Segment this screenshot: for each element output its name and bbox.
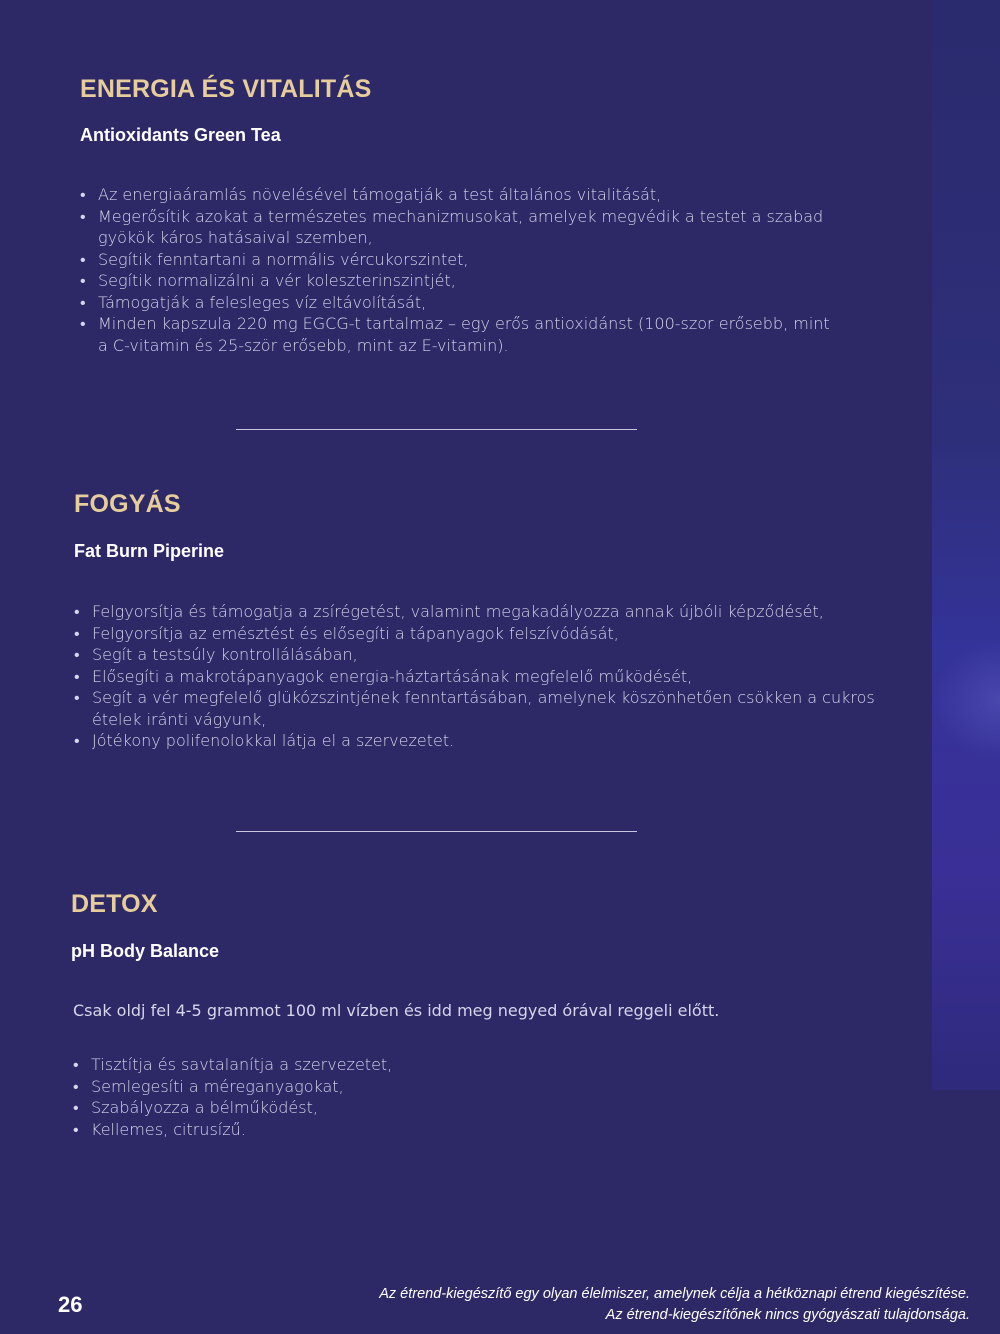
product-name: Antioxidants Green Tea [80, 125, 281, 145]
section-divider [236, 429, 637, 430]
section-divider [236, 831, 637, 832]
list-item: • Szabályozza a bélműködést, [73, 1097, 911, 1119]
usage-instructions: Csak oldj fel 4-5 grammot 100 ml vízben és idd meg negyed órával reggeli előtt. [73, 1001, 720, 1020]
benefit-list [71, 1054, 911, 1140]
page-number: 26 [58, 1292, 83, 1317]
product-name: Fat Burn Piperine [74, 541, 225, 561]
disclaimer-line: Az étrend-kiegészítőnek nincs gyógyászati tulajdonsága. [605, 1307, 970, 1323]
list-item: • Felgyorsítja és támogatja a zsírégetést, valamint megakadályozza annak újbóli képződését, [74, 601, 914, 623]
list-item: • Megerősítik azokat a természetes mechanizmusokat, amelyek megvédik a testet a szabad gyökök káros hatásaival szemben, [80, 206, 840, 249]
section-heading: DETOX [71, 890, 158, 918]
decorative-edge-strip [932, 0, 1000, 1090]
list-item: • Segít a vér megfelelő glükózszintjének fenntartásában, amelynek köszönhetően csökken a cukros ételek iránti vágyunk, [74, 687, 914, 730]
decorative-edge-glow [932, 640, 1000, 760]
list-item: • Tisztítja és savtalanítja a szervezetet, [73, 1054, 911, 1076]
disclaimer-line: Az étrend-kiegészítő egy olyan élelmiszer, amelynek célja a hétköznapi étrend kiegészítése. [379, 1286, 970, 1302]
section-detox [71, 890, 911, 1140]
section-heading: FOGYÁS [74, 490, 181, 518]
list-item: • Segít a testsúly kontrollálásában, [74, 644, 914, 666]
list-item: • Minden kapszula 220 mg EGCG-t tartalmaz – egy erős antioxidánst (100-szor erősebb, mint a C-vitamin és 25-ször erősebb, mint az E-vitamin). [80, 313, 840, 356]
list-item: • Felgyorsítja az emésztést és elősegíti a tápanyagok felszívódását, [74, 623, 914, 645]
list-item: • Támogatják a felesleges víz eltávolítását, [80, 292, 840, 314]
section-weight-loss [74, 490, 914, 752]
list-item: • Kellemes, citrusízű. [73, 1119, 911, 1141]
benefit-list [80, 184, 840, 356]
section-energy [80, 75, 840, 356]
benefit-list [74, 601, 914, 752]
list-item: • Elősegíti a makrotápanyagok energia-háztartásának megfelelő működését, [74, 666, 914, 688]
section-heading: ENERGIA ÉS VITALITÁS [80, 75, 372, 103]
list-item: • Jótékony polifenolokkal látja el a szervezetet. [74, 730, 914, 752]
list-item: • Segítik normalizálni a vér koleszterinszintjét, [80, 270, 840, 292]
list-item: • Semlegesíti a méreganyagokat, [73, 1076, 911, 1098]
product-name: pH Body Balance [71, 941, 220, 961]
list-item: • Az energiaáramlás növelésével támogatják a test általános vitalitását, [80, 184, 840, 206]
footer-disclaimer [379, 1284, 970, 1326]
list-item: • Segítik fenntartani a normális vércukorszintet, [80, 249, 840, 271]
